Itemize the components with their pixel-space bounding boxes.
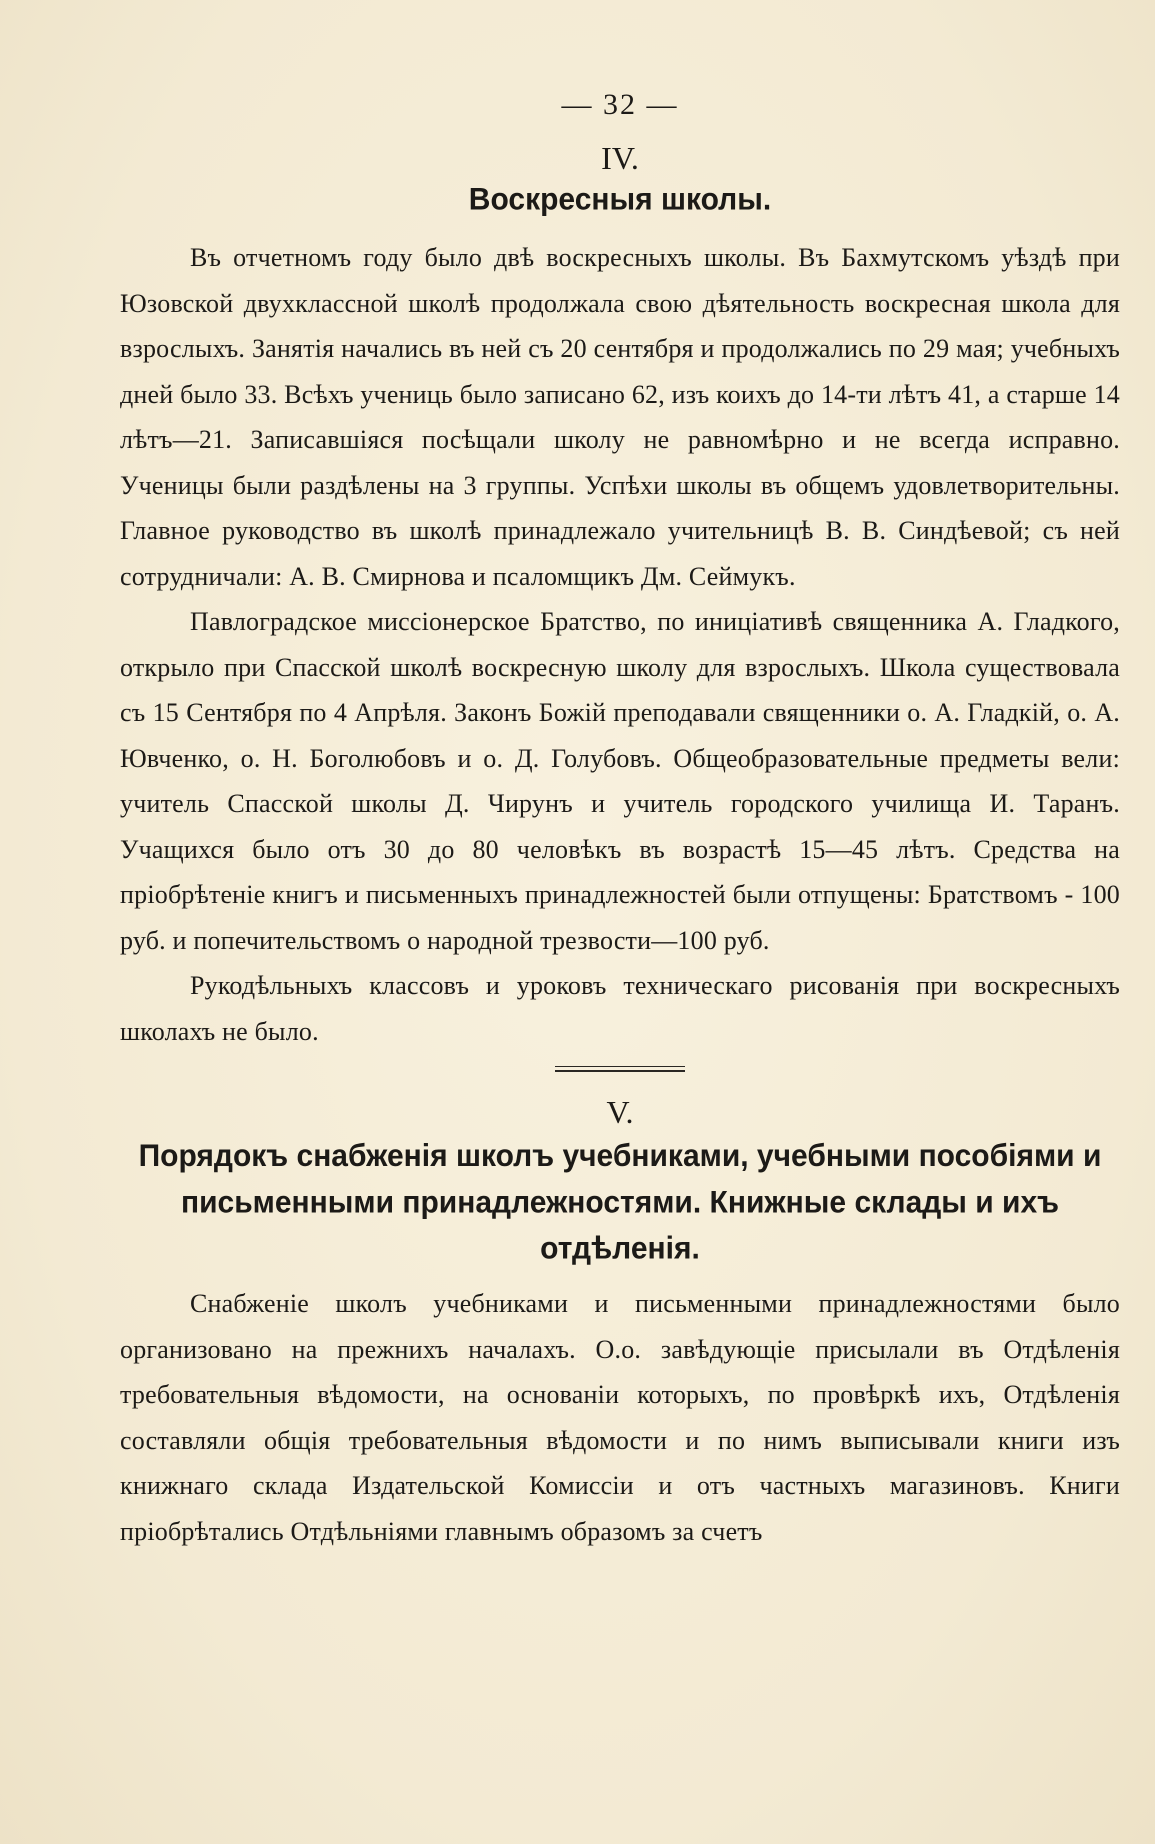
section-divider [555, 1066, 685, 1072]
section-4-number: IV. [601, 140, 639, 176]
section-4-title: Воскресныя школы. [468, 182, 772, 217]
section-5-paragraph-1: Снабженіе школъ учебниками и письменными принадлежностями было организовано на прежнихъ началахъ. О.о. завѣдующіе присылали въ Отдѣленія требовательныя вѣдомости, на основаніи которыхъ, по провѣркѣ ихъ, Отдѣленія составляли общія требовательныя вѣдомости и по нимъ выписывали книги изъ книжнаго склада Издательской Комиссіи и отъ частныхъ магазиновъ. Книги пріобрѣтались Отдѣльніями главнымъ образомъ за счетъ [120, 1289, 1120, 1546]
divider-line-thin [555, 1066, 685, 1067]
section-4-paragraph-2: Павлоградское миссіонерское Братство, по иниціативѣ священника А. Гладкого, открыло при Спасской школѣ воскресную школу для взрослыхъ. Школа существовала съ 15 Сентября по 4 Апрѣля. Законъ Божій преподавали священники о. А. Гладкій, о. А. Ювченко, о. Н. Боголюбовъ и о. Д. Голубовъ. Общеобразовательные предметы вели: учитель Спасской школы Д. Чирунъ и учитель городского училища И. Таранъ. Учащихся было отъ 30 до 80 человѣкъ въ возрастѣ 15—45 лѣтъ. Средства на пріобрѣтеніе книгъ и письменныхъ принадлежностей были отпущены: Братствомъ - 100 руб. и попечительствомъ о народной трезвости—100 руб. [120, 607, 1120, 955]
section-4-paragraph-1: Въ отчетномъ году было двѣ воскресныхъ школы. Въ Бахмутскомъ уѣздѣ при Юзовской двухклассной школѣ продолжала свою дѣятельность воскресная школа для взрослыхъ. Занятія начались въ ней съ 20 сентября и продолжались по 29 мая; учебныхъ дней было 33. Всѣхъ учениць было записано 62, изъ коихъ до 14-ти лѣтъ 41, а старше 14 лѣтъ—21. Записавшіяся посѣщали школу не равномѣрно и не всегда исправно. Ученицы были раздѣлены на 3 группы. Успѣхи школы въ общемъ удовлетворительны. Главное руководство въ школѣ принадлежало учительницѣ В. В. Синдѣевой; съ ней сотрудничали: А. В. Смирнова и псаломщикъ Дм. Сеймукъ. [120, 243, 1120, 591]
section-4-paragraph-3: Рукодѣльныхъ классовъ и уроковъ техническаго рисованія при воскресныхъ школахъ не было. [120, 971, 1120, 1046]
page-content [120, 88, 1120, 1554]
section-5-title: Порядокъ снабженія школъ учебниками, учебными пособіями и письменными принадлежностями. Книжные склады и ихъ отдѣленія. [138, 1138, 1102, 1266]
section-5-number: V. [606, 1094, 634, 1130]
divider-line-thick [555, 1070, 685, 1072]
page-number: — 32 — [561, 88, 679, 121]
